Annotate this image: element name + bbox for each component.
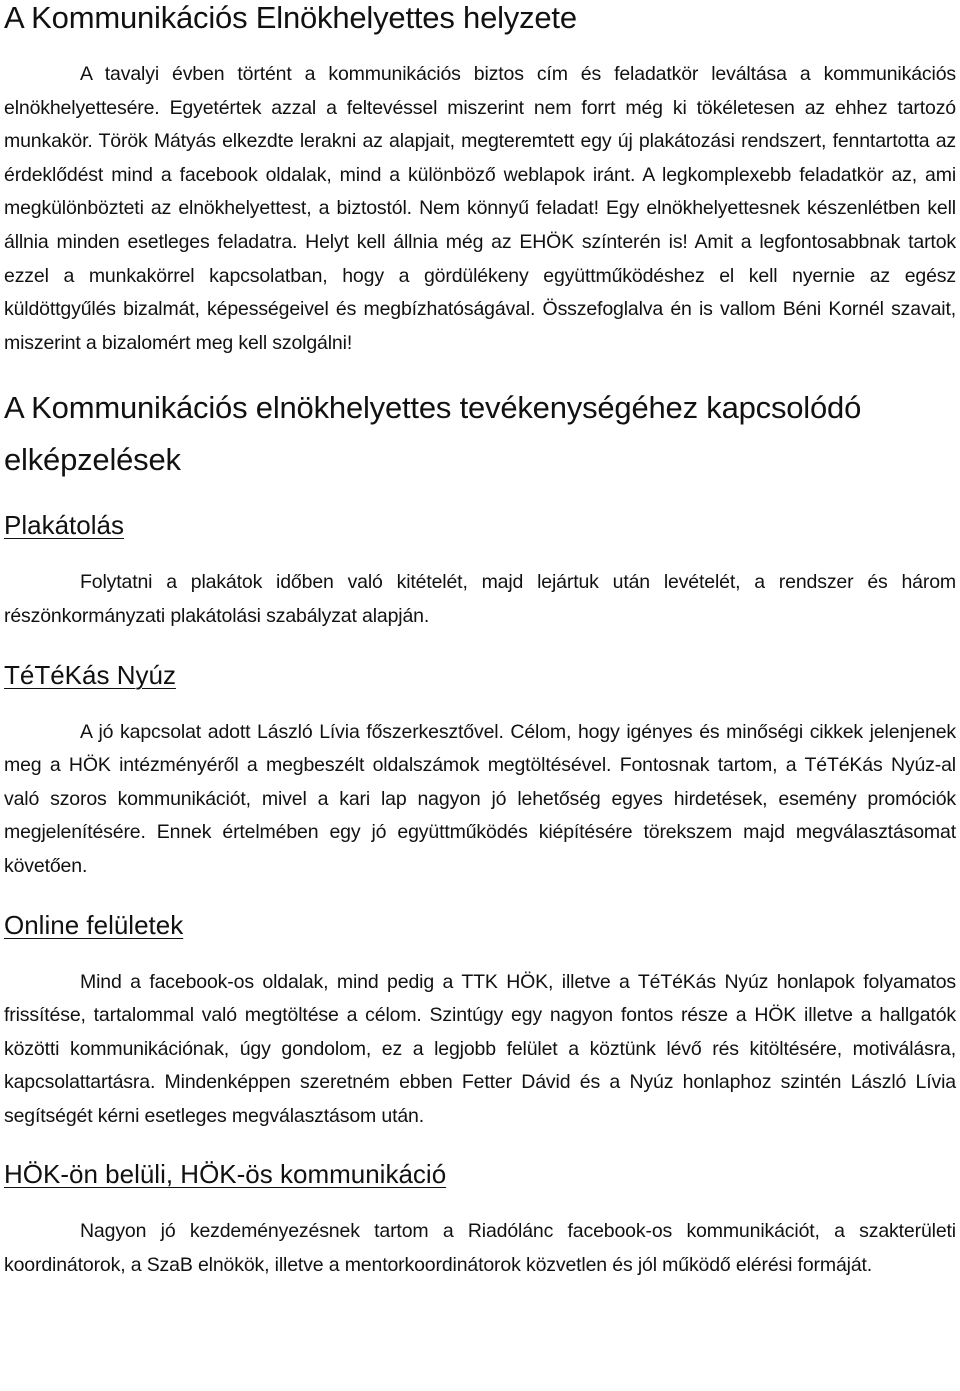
subsection-text-tetekas-nyuz: A jó kapcsolat adott László Lívia főszerkesztővel. Célom, hogy igényes és minőségi cikkek jelenjenek meg a HÖK intézményéről a megbeszélt oldalszámok megtöltésével. Fontosnak tartom, a TéTéKás Nyúz-al való szoros kommunikációt, mivel a kari lap nagyon jó lehetőség egyes hirdetések, esemény promóciók megjelenítésére. Ennek értelmében egy jó együttműködés kiépítésére törekszem majd megválasztásomat követően. [4,720,956,877]
subsection-heading-online-feluletek: Online felületek [4,909,184,940]
subsection-text-plakatolas: Folytatni a plakátok időben való kitételét, majd lejártuk után levételét, a rendszer és három részönkormányzati plakátolási szabályzat alapján. [4,571,956,627]
intro-paragraph: A tavalyi évben történt a kommunikációs biztos cím és feladatkör leváltása a kommunikációs elnökhelyettesére. Egyetértek azzal a feltevéssel miszerint nem forrt még ki tökéletesen az ehhez tartozó munkakör. Török Mátyás elkezdte lerakni az alapjait, megteremtett egy új plakátozási rendszert, fenntartotta az érdeklődést mind a facebook oldalak, mind a különböző weblapok iránt. A legkomplexebb feladatkör az, ami megkülönbözteti az elnökhelyettest, a biztostól. Nem könnyű feladat! Egy elnökhelyettesnek készenlétben kell állnia minden esetleges feladatra. Helyt kell állnia még az EHÖK színterén is! Amit a legfontosabbnak tartok ezzel a munkakörrel kapcsolatban, hogy a gördülékeny együttműködéshez el kell nyernie az egész küldöttgyűlés bizalmát, képességeivel és megbízhatóságával. Összefoglalva én is vallom Béni Kornél szavait, miszerint a bizalomért meg kell szolgálni! [4,63,956,354]
subsection-heading-tetekas-nyuz: TéTéKás Nyúz [4,659,176,690]
subsection-heading-plakatolas: Plakátolás [4,510,124,541]
subsection-heading-hok-kommunikacio: HÖK-ön belüli, HÖK-ös kommunikáció [4,1159,447,1190]
section-title: A Kommunikációs elnökhelyettes tevékenységéhez kapcsolódó elképzelések [4,390,862,478]
document-title: A Kommunikációs Elnökhelyettes helyzete [4,0,577,35]
subsection-text-online-feluletek: Mind a facebook-os oldalak, mind pedig a TTK HÖK, illetve a TéTéKás Nyúz honlapok folyamatos frissítése, tartalommal való megtöltése a célom. Szintúgy egy nagyon fontos része a HÖK illetve a hallgatók közötti kommunikációnak, úgy gondolom, ez a legjobb felület a köztünk lévő rés kitöltésére, motiválásra, kapcsolattartásra. Mindenképpen szeretném ebben Fetter Dávid és a Nyúz honlaphoz szintén László Lívia segítségét kérni esetleges megválasztásom után. [4,970,956,1127]
subsection-text-hok-kommunikacio: Nagyon jó kezdeményezésnek tartom a Riadólánc facebook-os kommunikációt, a szakterületi koordinátorok, a SzaB elnökök, illetve a mentorkoordinátorok közvetlen és jól működő elérési formáját. [4,1220,956,1277]
